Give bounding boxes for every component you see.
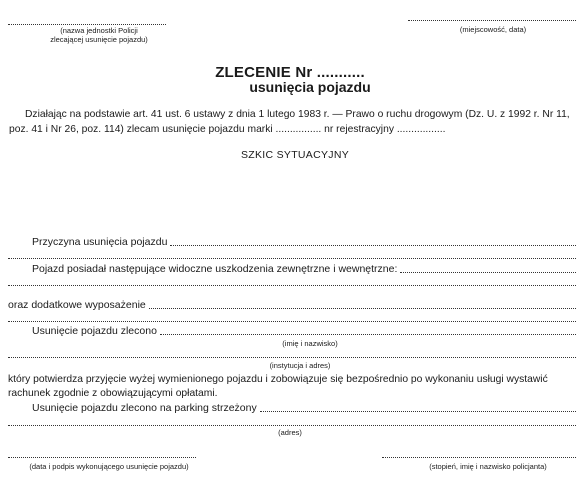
parking-label: Usunięcie pojazdu zlecono na parking strzeżony xyxy=(32,402,257,414)
equipment-field[interactable] xyxy=(149,308,576,309)
commissioned-row xyxy=(32,324,576,338)
place-date-caption: (miejscowość, data) xyxy=(459,25,527,34)
police-unit-caption-line2: zlecającej usunięcie pojazdu) xyxy=(50,35,148,44)
equipment-row xyxy=(8,298,576,312)
officer-caption: (stopień, imię i nazwisko policjanta) xyxy=(429,462,547,471)
intro-line-2: poz. 41 i Nr 26, poz. 114) zlecam usunięcie pojazdu marki ................ nr rejestracyjny ................. xyxy=(9,124,446,135)
damage-field[interactable] xyxy=(400,272,576,273)
confirm-line-1: który potwierdza przyjęcie wyżej wymienionego pojazdu i zobowiązuje się bezpośrednio po wykonaniu usługi wystawić xyxy=(8,374,548,385)
officer-signature-line[interactable] xyxy=(382,457,576,458)
reason-extra-line[interactable] xyxy=(8,258,576,259)
sketch-heading: SZKIC SYTUACYJNY xyxy=(240,149,350,161)
document-subtitle: usunięcia pojazdu xyxy=(249,79,371,95)
police-unit-caption xyxy=(8,26,190,44)
confirm-line-2: rachunek zgodnie z obowiązującymi opłatami. xyxy=(8,388,218,399)
contractor-caption: (data i podpis wykonującego usunięcie pojazdu) xyxy=(29,462,189,471)
institution-caption: (instytucja i adres) xyxy=(269,361,331,370)
name-caption: (imię i nazwisko) xyxy=(282,339,338,348)
equipment-extra-line[interactable] xyxy=(8,321,576,322)
commissioned-name-field[interactable] xyxy=(160,334,576,335)
contractor-signature-line[interactable] xyxy=(8,457,196,458)
police-unit-caption-line1: (nazwa jednostki Policji xyxy=(60,26,138,35)
reason-label: Przyczyna usunięcia pojazdu xyxy=(32,236,168,248)
police-unit-line[interactable] xyxy=(8,24,166,25)
equipment-label: oraz dodatkowe wyposażenie xyxy=(8,299,146,311)
intro-line-1: Działając na podstawie art. 41 ust. 6 ustawy z dnia 1 lutego 1983 r. — Prawo o ruchu drogowym (Dz. U. z 1992 r. Nr 11, xyxy=(25,109,570,120)
document-title: ZLECENIE Nr ........... xyxy=(215,64,365,81)
sketch-area[interactable] xyxy=(8,165,574,225)
damage-extra-line-1[interactable] xyxy=(8,285,576,286)
reason-row xyxy=(32,235,576,249)
damage-label: Pojazd posiadał następujące widoczne uszkodzenia zewnętrzne i wewnętrzne: xyxy=(32,263,398,275)
damage-row xyxy=(32,262,576,276)
institution-line[interactable] xyxy=(8,357,576,358)
reason-field[interactable] xyxy=(170,245,576,246)
commissioned-label: Usunięcie pojazdu zlecono xyxy=(32,325,157,337)
place-date-line[interactable] xyxy=(408,20,576,21)
address-caption: (adres) xyxy=(278,428,302,437)
parking-address-line[interactable] xyxy=(8,425,576,426)
parking-row xyxy=(32,401,576,415)
parking-field[interactable] xyxy=(260,411,576,412)
